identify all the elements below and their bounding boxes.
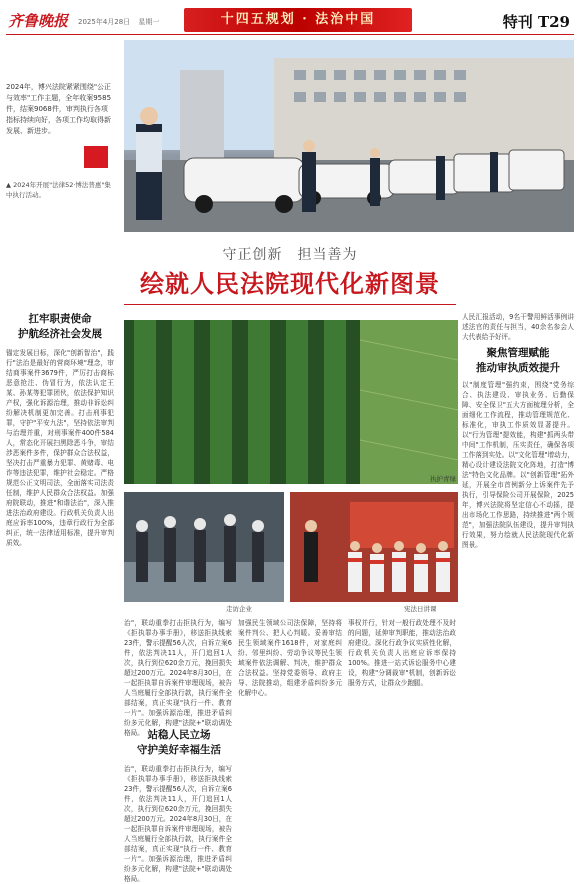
header-banner — [184, 8, 412, 32]
team-caption: 走访企业 — [226, 605, 252, 613]
issue-meta — [78, 17, 165, 27]
top-photo-caption: ▲ 2024年开展"法律52·博法普惠"集中执行活动。 — [6, 181, 111, 199]
forest-aerial-illustration — [124, 320, 458, 484]
title-rule — [124, 304, 456, 305]
newspaper-brand: 齐鲁晚报 — [8, 12, 69, 30]
issue-date: 2025年4月28日 — [78, 18, 131, 26]
section-label: 特刊 T29 — [502, 13, 570, 31]
headline-subtitle: 守正创新 担当善为 — [222, 247, 358, 263]
right-heading: 聚焦管理赋能 推动审执质效提升 — [476, 347, 560, 374]
school-caption: 宪法日讲课 — [404, 605, 437, 613]
school-photo — [290, 492, 458, 602]
mid-body-1: 治"，联动重拳打击拒执行为，编写《拒执罪办事手册》，移送拒执线索23件，警示提醒56人次，自诉立案6件，依法判决11人，开门追回1人次，执行到位620余万元，挽回损失超过200万元。2024年8月30日，在一起拒执罪自诉案件审理现场，被告人当庭履行全部执行款，执行案件全部结案，真正实现"执行一件、教育一片"。加强诉源治理，推进矛盾纠纷多元化解，构建"法院+"联动调处格局。 — [124, 619, 232, 737]
enterprise-visit-illustration — [124, 492, 284, 602]
header-rule — [6, 34, 574, 35]
headline-title: 绘就人民法院现代化新图景 — [140, 269, 440, 298]
mid-body-3: 事权并行，针对一般行政处理不及时的问题，延伸审判职能，推动法治政府建设。深化行政争议实质性化解，行政机关负责人出庭应诉率保持100%。推进一站式诉讼服务中心建设，构建"分调裁审"机制，创新诉讼服务方式，让群众少跑腿。 — [348, 619, 456, 687]
issue-weekday: 星期一 — [138, 18, 160, 26]
right-body: 以"制度管理"强约束，围绕"党务综合、执法建设、审执业务、后勤保障、安全保卫"五大方面梳理分析，全面细化工作流程，推动管理规范化、标准化，审执工作质效显著提升。以"行为管理"提效能，构建"抓两头带中间"工作机制，压实责任，确保各项工作落到实处。以"文化管理"增动力，精心设计建设法院文化阵地，打造"博法"特色文化品牌。以"创新管理"拓外延，开展全市首例新分上诉案件先予执行，引导保险公司开展保险，2025年，博兴法院将坚定信心不动摇，提出市场化工作思路，持续推进"两个规范"，加强法院队伍建设，提升审判执行效果，努力绘就人民法院现代化新图景。 — [462, 381, 574, 549]
banner-text: 十四五规划 · 法治中国 — [220, 12, 376, 27]
mid-heading: 站稳人民立场 守护美好幸福生活 — [137, 729, 221, 756]
team-photo — [124, 492, 284, 602]
mid-body-2: 加强民生领域公司法保障，坚持将案件判公、把人心判暖。妥善审结民生领域案件1618件，对家庭纠纷、邻里纠纷、劳动争议等民生领域案件依法调解、判决，维护群众合法权益。坚持党委领导、政府主导、法院推动，组建矛盾纠纷多元化解中心。 — [238, 619, 342, 697]
left-body: 锚定发展目标，深化"创新智治"，践行"法治是最好的营商环境"理念，审结商事案件3679件，严厉打击商标恶意抢注、伪冒行为，依法认定王某、孙某等犯罪团伙，依法保护知识产权，强化诉源治理，推动非诉讼纠纷解决机制更加完善。打击刑事犯罪，守护"平安九法"，坚持依法审判与治理并重，对刑事案件400件584人，常态化开展扫黑除恶斗争，审结涉恶案件多件，保护群众合法权益，坚决打击严重暴力犯罪、黄赌毒、电诈等违法犯罪，维护社会稳定。严格规范公正文明司法，全面落实司法责任制，维护人民群众合法权益。加强府院联动，推进"和谐法治"，深入推进法治政府建设。行政机关负责人出庭应诉率100%，违章行政行为全部纠正，统一法律适用标准，提升审判质效。 — [6, 349, 114, 547]
police-lineup-illustration — [124, 40, 574, 232]
red-accent-block — [84, 146, 108, 168]
masthead — [6, 8, 574, 34]
top-photo — [124, 40, 574, 232]
right-top-body: 人民汇报活动，9名干警用鲜活事例讲述法官的责任与担当，40余名参会人大代表给予好评。 — [462, 313, 574, 341]
lead-paragraph: 2024年，博兴法院紧紧围绕"公正与效率"工作主题，全年收案9585件，结案9068件，审判执行各项指标持续向好，各项工作均取得新发展、新进步。 — [6, 83, 112, 135]
forest-caption: 执护青绿 — [430, 475, 456, 483]
constitution-class-illustration — [290, 492, 458, 602]
forest-photo — [124, 320, 458, 484]
left-heading: 扛牢职责使命 护航经济社会发展 — [18, 313, 102, 340]
mid-body-1b: 治"，联动重拳打击拒执行为，编写《拒执罪办事手册》，移送拒执线索23件，警示提醒56人次，自诉立案6件，依法判决11人，开门追回1人次，执行到位620余万元，挽回损失超过200万元。2024年8月30日，在一起拒执罪自诉案件审理现场，被告人当庭履行全部执行款，执行案件全部结案，真正实现"执行一件、教育一片"。加强诉源治理，推进矛盾纠纷多元化解，构建"法院+"联动调处格局。 — [124, 765, 232, 883]
